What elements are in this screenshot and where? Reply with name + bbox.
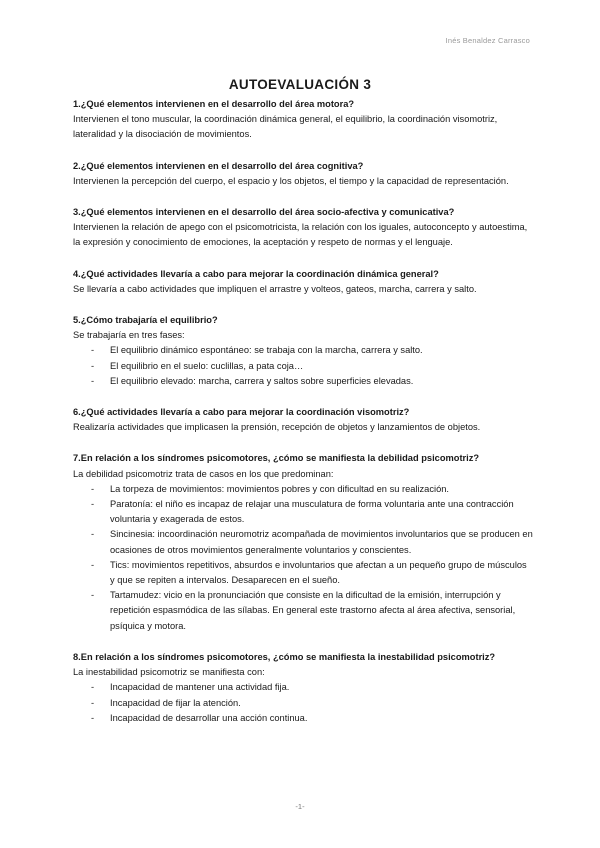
- dash-list: [73, 343, 533, 389]
- document-author: Inés Benaldez Carrasco: [445, 36, 530, 45]
- dash-list: [73, 482, 533, 634]
- list-item: [73, 374, 533, 389]
- answer-text: Realizaría actividades que implicasen la prensión, recepción de objetos y lanzamientos de objetos.: [73, 422, 481, 433]
- answer-text: La inestabilidad psicomotriz se manifiesta con:: [73, 667, 265, 678]
- list-item-text: Incapacidad de fijar la atención.: [110, 697, 241, 708]
- dash-bullet: -: [91, 360, 95, 371]
- list-item-text: Tartamudez: vicio en la pronunciación que consiste en la dificultad de la emisión, interrupción y repetición espasmódica de las sílabas. En general este trastorno afecta al área afectiva, sensorial, psíquica y motora.: [110, 590, 516, 631]
- question-section-7: [73, 451, 533, 633]
- question-heading: 1.¿Qué elementos intervienen en el desarrollo del área motora?: [73, 99, 355, 109]
- dash-bullet: -: [91, 345, 95, 356]
- document-title: AUTOEVALUACIÓN 3: [228, 77, 372, 92]
- list-item-text: Paratonía: el niño es incapaz de relajar una musculatura de forma voluntaria ante una contracción voluntaria y exagerada de estos.: [110, 499, 514, 525]
- dash-bullet: -: [91, 529, 95, 540]
- list-item-text: Tics: movimientos repetitivos, absurdos e involuntarios que afectan a un pequeño grupo de músculos y que se repiten a intervalos. Desaparecen en el sueño.: [110, 559, 527, 586]
- dash-bullet: -: [91, 682, 95, 693]
- dash-bullet: -: [91, 483, 95, 494]
- list-item: [73, 711, 533, 726]
- list-item: [73, 497, 533, 527]
- question-heading: 8.En relación a los síndromes psicomotores, ¿cómo se manifiesta la inestabilidad psicomotriz?: [73, 651, 496, 662]
- question-section-4: [73, 267, 533, 297]
- list-item-text: El equilibrio dinámico espontáneo: se trabaja con la marcha, carrera y salto.: [110, 345, 423, 356]
- answer-text: Intervienen la percepción del cuerpo, el espacio y los objetos, el tiempo y la capacidad de representación.: [73, 175, 509, 186]
- list-item: [73, 482, 533, 497]
- list-item-text: El equilibrio elevado: marcha, carrera y saltos sobre superficies elevadas.: [110, 375, 414, 386]
- list-item-text: Sincinesia: incoordinación neuromotriz acompañada de movimientos involuntarios que se producen en ocasiones de otros movimientos generalmente voluntarios y conscientes.: [110, 529, 533, 555]
- list-item: [73, 343, 533, 358]
- answer-text: Se llevaría a cabo actividades que impliquen el arrastre y volteos, gateos, marcha, carrera y salto.: [73, 283, 477, 294]
- question-heading: 4.¿Qué actividades llevaría a cabo para mejorar la coordinación dinámica general?: [73, 268, 439, 279]
- dash-bullet: -: [91, 375, 95, 386]
- list-item: [73, 359, 533, 374]
- dash-bullet: -: [91, 559, 95, 570]
- question-section-8: [73, 650, 533, 726]
- dash-bullet: -: [91, 712, 95, 723]
- list-item: [73, 527, 533, 557]
- answer-text: Se trabajaría en tres fases:: [73, 330, 185, 341]
- question-heading: 3.¿Qué elementos intervienen en el desarrollo del área socio-afectiva y comunicativa?: [73, 207, 455, 218]
- list-item: [73, 558, 533, 588]
- page-number: -1-: [295, 802, 305, 811]
- list-item: [73, 588, 533, 634]
- list-item-text: El equilibrio en el suelo: cuclillas, a pata coja…: [110, 360, 304, 371]
- answer-text: La debilidad psicomotriz trata de casos en los que predominan:: [73, 468, 334, 479]
- dash-bullet: -: [91, 697, 95, 708]
- list-item: [73, 696, 533, 711]
- dash-list: [73, 680, 533, 726]
- question-section-2: [73, 159, 533, 189]
- dash-bullet: -: [91, 590, 95, 601]
- question-section-6: [73, 405, 533, 435]
- answer-text: Intervienen la relación de apego con el psicomotricista, la relación con los iguales, autoconcepto y autoestima, la expresión y conocimiento de emociones, la aceptación y respeto de normas y el lenguaje.: [73, 222, 528, 248]
- list-item-text: La torpeza de movimientos: movimientos pobres y con dificultad en su realización.: [110, 483, 449, 494]
- answer-text: Intervienen el tono muscular, la coordinación dinámica general, el equilibrio, la coordinación visomotriz, lateralidad y la disociación de movimientos.: [73, 114, 498, 140]
- question-heading: 5.¿Cómo trabajaría el equilibrio?: [73, 315, 218, 326]
- question-heading: 2.¿Qué elementos intervienen en el desarrollo del área cognitiva?: [73, 160, 364, 171]
- list-item-text: Incapacidad de mantener una actividad fija.: [110, 682, 290, 693]
- document-body: [73, 97, 533, 742]
- question-heading: 6.¿Qué actividades llevaría a cabo para mejorar la coordinación visomotriz?: [73, 407, 410, 418]
- question-section-1: [73, 97, 533, 143]
- dash-bullet: -: [91, 499, 95, 510]
- question-section-3: [73, 205, 533, 251]
- list-item-text: Incapacidad de desarrollar una acción continua.: [110, 712, 308, 723]
- question-section-5: [73, 313, 533, 389]
- question-heading: 7.En relación a los síndromes psicomotores, ¿cómo se manifiesta la debilidad psicomotriz?: [73, 453, 480, 464]
- list-item: [73, 680, 533, 695]
